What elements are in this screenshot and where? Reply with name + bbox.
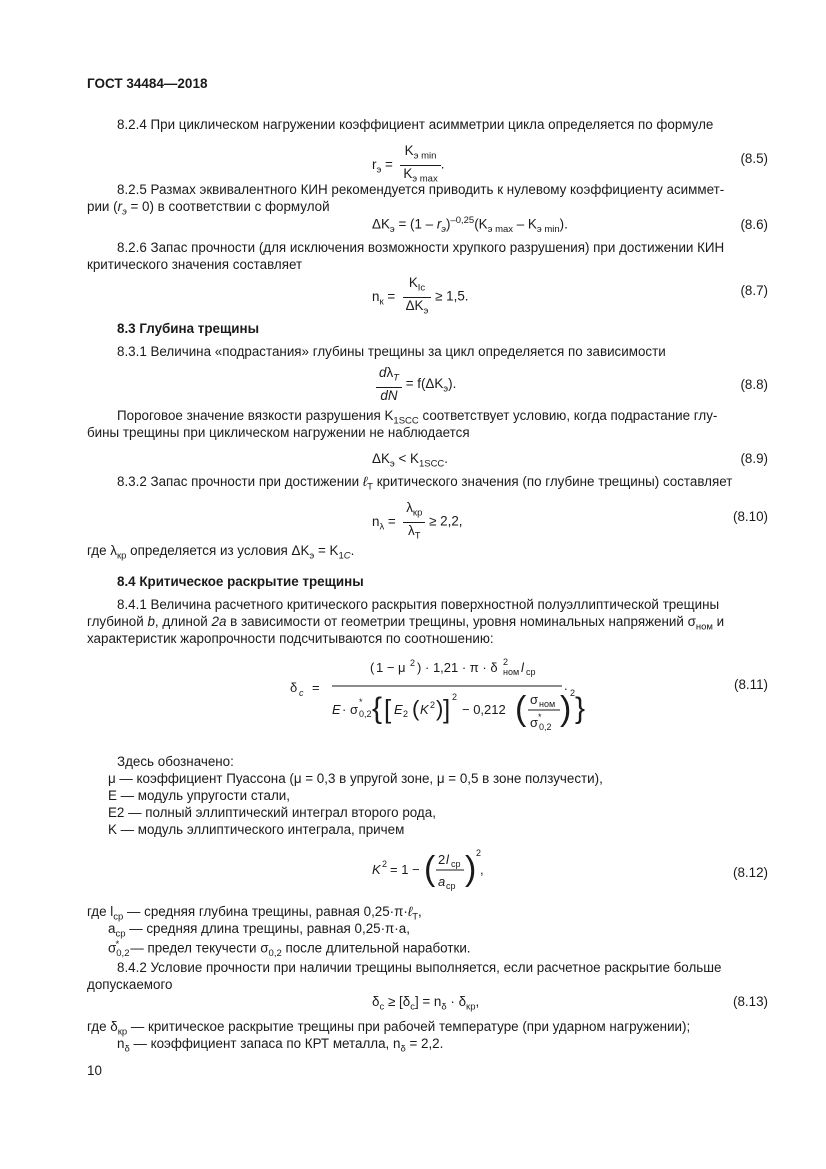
svg-text:(: (: [515, 690, 527, 728]
formula-8-7: $n_к$ = $\frac{K_{Iс}}{\Delta K_э}$ ≥ 1,5.: [372, 275, 469, 317]
svg-text:K: K: [372, 862, 381, 877]
where-sigma: $\sigma_{0,2}^*$ — предел текучести $\sigma_{0,2}$ после длительной наработки.: [108, 939, 471, 960]
paragraph-8-4-1-line2: глубиной b, длиной 2a в зависимости от геометрии трещины, уровня номинальных напряжений $\sigma_{ном}$ и: [87, 614, 725, 633]
svg-text:a: a: [438, 874, 446, 889]
legend-intro: Здесь обозначено:: [117, 754, 234, 769]
paragraph-8-4-1-line3: характеристик жаропрочности подсчитываются по соотношению:: [87, 631, 494, 646]
svg-text:2: 2: [503, 657, 509, 667]
svg-text:2: 2: [430, 700, 436, 710]
formula-8-6: $\Delta K_э = (1 - r_э)^{-0,25}(K_{э max} - K_{э min})$.: [372, 215, 568, 236]
svg-text:ср: ср: [451, 859, 461, 869]
where-lcp: где $l_{ср}$ — средняя глубина трещины, равная 0,25·π·ℓ$_T$,: [87, 904, 422, 923]
paragraph-threshold-line1: Пороговое значение вязкости разрушения $K_{1SCC}$ соответствует условию, когда подрастание глу-: [117, 408, 718, 427]
svg-text:l: l: [446, 852, 449, 867]
formula-8-8: $\frac{d\lambda_T}{dN}$ = $f(\Delta K_э)$.: [376, 365, 456, 404]
svg-text:[: [: [384, 694, 392, 724]
svg-text:]: ]: [443, 694, 451, 724]
section-heading-8-4: 8.4 Критическое раскрытие трещины: [117, 574, 364, 589]
svg-text:E: E: [394, 702, 403, 717]
page-number: 10: [87, 1063, 102, 1078]
svg-text:ном: ном: [503, 667, 520, 677]
svg-text:σ: σ: [530, 715, 539, 730]
svg-text:.: .: [564, 678, 568, 693]
svg-text:· σ: · σ: [342, 702, 358, 717]
svg-text:ср: ср: [526, 667, 536, 677]
formula-8-12: [372, 842, 502, 896]
where-n-delta: $n_\delta$ — коэффициент запаса по КРТ металла, $n_\delta = 2,2$.: [117, 1036, 444, 1055]
svg-text:· 1,21 · π · δ: · 1,21 · π · δ: [425, 660, 498, 675]
where-8-10: где $\lambda_{кр}$ определяется из условия $\Delta K_э = K_{1C}$.: [87, 543, 355, 562]
svg-text:(: (: [412, 696, 420, 721]
paragraph-8-4-2-line2: допускаемого: [87, 977, 173, 992]
svg-text:): ): [436, 696, 444, 721]
svg-text:− 0,212: − 0,212: [462, 702, 506, 717]
section-heading-8-3: 8.3 Глубина трещины: [117, 321, 260, 336]
paragraph-8-4-2-line1: 8.4.2 Условие прочности при наличии трещины выполняется, если расчетное раскрытие больше: [117, 960, 722, 975]
equation-number: (8.8): [740, 377, 768, 392]
svg-text:): ): [560, 690, 572, 728]
svg-text:,: ,: [480, 862, 484, 877]
legend-item-e2: E2 — полный эллиптический интеграл второго рода,: [108, 805, 436, 820]
paragraph-8-3-1: 8.3.1 Величина «подрастания» глубины трещины за цикл определяется по зависимости: [117, 344, 666, 359]
svg-text:*: *: [538, 712, 542, 722]
svg-text:ср: ср: [446, 881, 456, 891]
svg-text:(: (: [370, 660, 375, 675]
legend-item-k: K — модуль эллиптического интеграла, причем: [108, 822, 405, 837]
where-delta-kr: где $\delta_{кр}$ — критическое раскрытие трещины при рабочей температуре (при ударном нагружении);: [87, 1019, 691, 1038]
svg-text:2: 2: [382, 859, 388, 869]
paragraph-8-2-5-line1: 8.2.5 Размах эквивалентного КИН рекомендуется приводить к нулевому коэффициенту асиммет-: [117, 182, 725, 197]
equation-number: (8.10): [733, 509, 768, 524]
paragraph-8-2-5-line2: рии $(r_э = 0)$ в соответствии с формулой: [87, 199, 330, 218]
formula-8-5: $r_э$ = $\frac{K_{э min}}{K_{э max}}$ .: [372, 143, 445, 185]
svg-text:2: 2: [403, 709, 409, 719]
svg-text:δ: δ: [290, 680, 298, 695]
svg-text:*: *: [359, 697, 363, 707]
equation-number: (8.11): [734, 677, 768, 692]
svg-text:σ: σ: [530, 692, 539, 707]
legend-item-mu: μ — коэффициент Пуассона (μ = 0,3 в упругой зоне, μ = 0,5 в зоне ползучести),: [108, 771, 603, 786]
svg-text:): ): [417, 660, 422, 675]
svg-text:): ): [465, 850, 477, 888]
legend-item-e: E — модуль упругости стали,: [108, 788, 290, 803]
svg-text:l: l: [521, 660, 524, 675]
svg-text:{: {: [372, 692, 383, 725]
svg-text:(: (: [424, 850, 436, 888]
paragraph-8-2-4: 8.2.4 При циклическом нагружении коэффициент асимметрии цикла определяется по формуле: [117, 117, 714, 132]
svg-text:2: 2: [452, 692, 458, 702]
svg-text:=: =: [312, 680, 320, 695]
equation-number: (8.7): [740, 283, 768, 298]
svg-text:E: E: [332, 702, 341, 717]
formula-8-9: $\Delta K_э < K_{1SCC}$.: [372, 451, 449, 470]
formula-8-13: $\delta_c \ge [\delta_c] = n_\delta \cdot \delta_{кр}$,: [372, 994, 480, 1013]
paragraph-threshold-line2: бины трещины при циклическом нагружении не наблюдается: [87, 425, 470, 440]
svg-text:0,2: 0,2: [539, 722, 552, 732]
svg-text:}: }: [575, 692, 586, 725]
svg-text:= 1 −: = 1 −: [390, 862, 420, 877]
svg-text:2: 2: [410, 658, 416, 668]
svg-text:0,2: 0,2: [359, 709, 372, 719]
svg-text:2: 2: [570, 688, 576, 698]
paragraph-8-4-1-line1: 8.4.1 Величина расчетного критического раскрытия поверхностной полуэллиптической трещины: [117, 597, 720, 612]
svg-text:1 − μ: 1 − μ: [376, 660, 406, 675]
equation-number: (8.9): [740, 451, 768, 466]
paragraph-8-2-6-line1: 8.2.6 Запас прочности (для исключения возможности хрупкого разрушения) при достижении КИН: [117, 240, 725, 255]
svg-text:2: 2: [476, 848, 482, 858]
where-acp: $a_{ср}$ — средняя длина трещины, равная 0,25·π·a,: [108, 921, 410, 940]
equation-number: (8.13): [733, 994, 768, 1009]
equation-number: (8.5): [740, 151, 768, 166]
svg-text:ном: ном: [539, 699, 556, 709]
document-header: ГОСТ 34484—2018: [87, 76, 208, 91]
equation-number: (8.6): [740, 217, 768, 232]
svg-text:c: c: [299, 688, 304, 698]
paragraph-8-3-2: 8.3.2 Запас прочности при достижении ℓ$_T$ критического значения (по глубине трещины) составляет: [117, 474, 733, 493]
svg-text:K: K: [420, 702, 429, 717]
formula-8-10: $n_\lambda$ = $\frac{\lambda_{кр}}{\lambda_T}$ ≥ 2,2,: [372, 500, 463, 542]
svg-text:2: 2: [438, 852, 446, 867]
equation-number: (8.12): [733, 865, 768, 880]
formula-8-11: [290, 652, 590, 748]
paragraph-8-2-6-line2: критического значения составляет: [87, 257, 303, 272]
